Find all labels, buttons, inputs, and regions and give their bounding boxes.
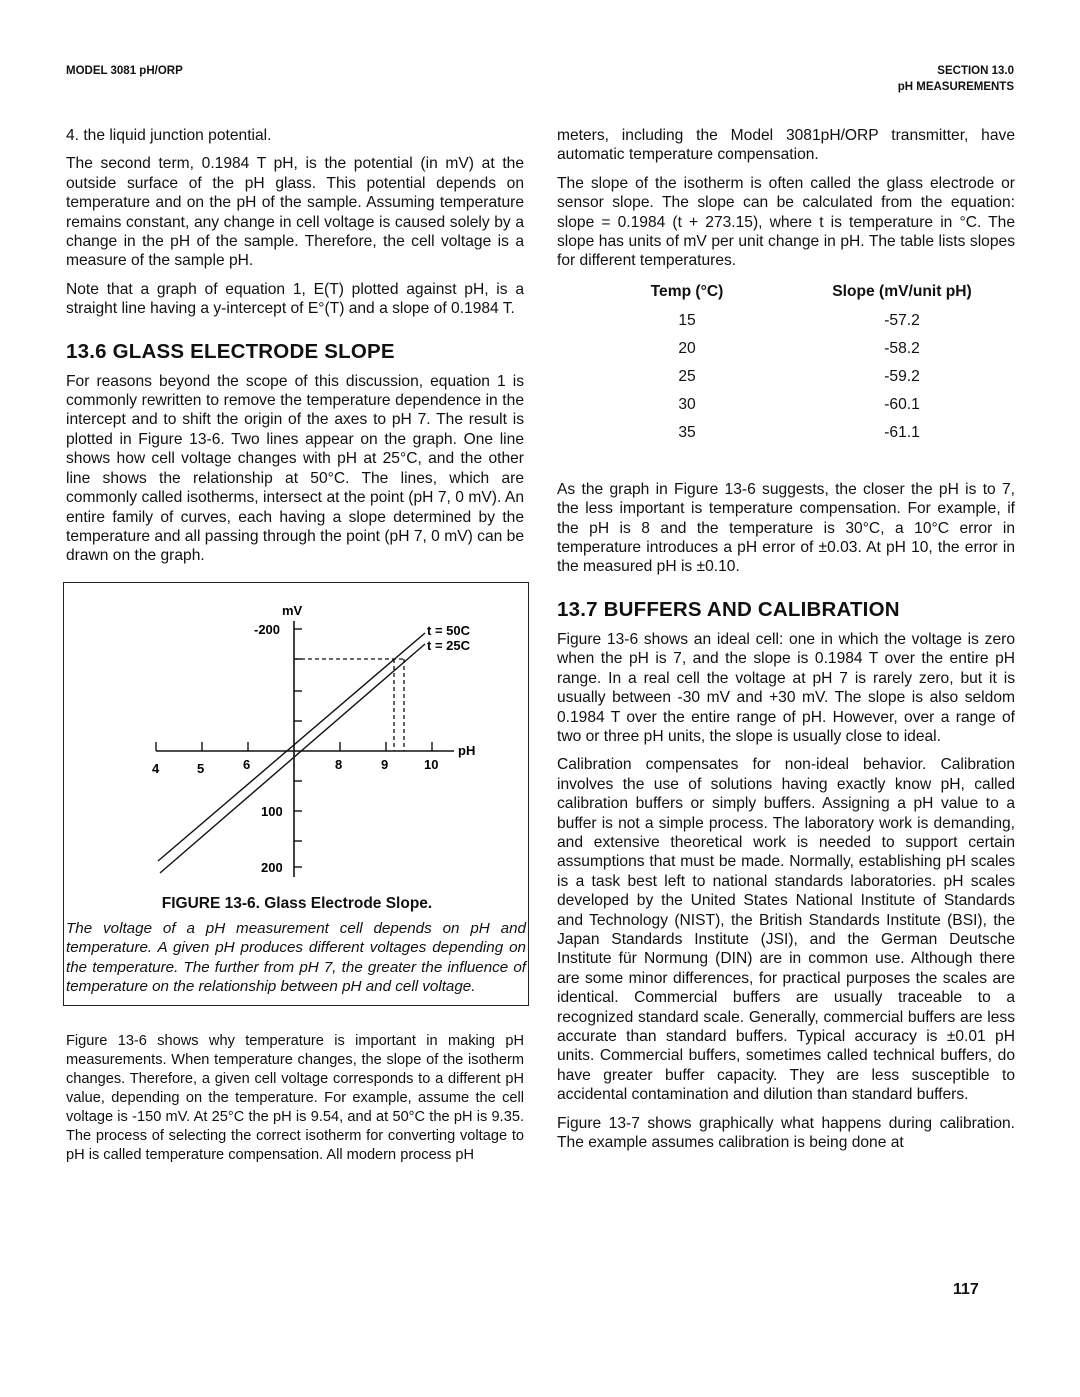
slope-table [612, 283, 982, 452]
paragraph-sensor-slope: The slope of the isotherm is often called the glass electrode or sensor slope. The slope can be calculated from the equation: slope = 0.1984 (t + 273.15), where t is temperature in °C. The slope has units of mV per unit change in pH. The table lists slopes for different temperatures. [557, 174, 1015, 270]
figure-13-6 [63, 582, 529, 1006]
right-column [557, 126, 1015, 1161]
slope-cell: -57.2 [884, 311, 920, 329]
temp-cell: 30 [678, 395, 696, 413]
paragraph-ph-error: As the graph in Figure 13-6 suggests, the closer the pH is to 7, the less important is temperature compensation. For example, if the pH is 8 and the temperature is 30°C, a 10°C error in temperature introduces a pH error of ±0.03. At pH 10, the error in the measured pH is ±0.10. [557, 480, 1015, 576]
temp-cell: 25 [678, 367, 696, 385]
figure-title: FIGURE 13-6. Glass Electrode Slope. [161, 894, 433, 912]
isotherm-25c-label: t = 25C [427, 637, 470, 653]
header-section-title: pH MEASUREMENTS [897, 81, 1014, 93]
glass-electrode-slope-graph [66, 591, 524, 891]
paragraph-ideal-cell: Figure 13-6 shows an ideal cell: one in which the voltage is zero when the pH is 7, and the slope is 0.1984 T over the entire pH range. In a real cell the voltage at pH 7 is rarely zero, but it is usually between -30 mV and +30 mV. The slope is also seldom 0.1984 T over the entire range of pH. However, over a range of two or three pH units, the slope is usually close to ideal. [557, 630, 1015, 745]
table-row [612, 368, 982, 396]
paragraph-temperature-compensation: Figure 13-6 shows why temperature is important in making pH measurements. When temperature changes, the slope of the isotherm changes. Therefore, a given cell voltage corresponds to a different pH value, depending on the temperature. For example, assume the cell voltage is -150 mV. At 25°C the pH is 9.54, and at 50°C the pH is 9.35. The process of selecting the correct isotherm for converting voltage to pH is called temperature compensation. All modern process pH [66, 1032, 524, 1163]
table-row [612, 340, 982, 368]
paragraph-figure-13-7: Figure 13-7 shows graphically what happens during calibration. The example assumes calibration is being done at [557, 1114, 1015, 1152]
x-tick-label: 10 [424, 756, 439, 772]
heading-buffers-calibration: 13.7 BUFFERS AND CALIBRATION [557, 597, 900, 621]
column-header-temp: Temp (°C) [650, 282, 724, 300]
x-tick-label: 8 [335, 756, 343, 772]
x-tick-label: 6 [243, 756, 251, 772]
header-section-number: SECTION 13.0 [937, 65, 1014, 77]
paragraph-automatic-compensation: meters, including the Model 3081pH/ORP transmitter, have automatic temperature compensation. [557, 127, 1015, 164]
header-model: MODEL 3081 pH/ORP [66, 65, 183, 77]
y-tick-label-top: -200 [254, 621, 281, 637]
x-tick-label: 4 [152, 760, 160, 776]
slope-cell: -59.2 [884, 367, 920, 385]
column-header-slope: Slope (mV/unit pH) [832, 282, 972, 300]
x-tick-label: 9 [381, 756, 389, 772]
left-column [66, 126, 524, 1174]
temp-cell: 20 [678, 339, 696, 357]
table-row [612, 424, 982, 452]
page-number: 117 [953, 1281, 979, 1298]
y-axis-label: mV [282, 602, 303, 618]
table-row [612, 312, 982, 340]
heading-glass-electrode-slope: 13.6 GLASS ELECTRODE SLOPE [66, 339, 395, 363]
list-item-4: 4. the liquid junction potential. [66, 127, 272, 144]
table-row [612, 396, 982, 424]
paragraph-calibration-buffers: Calibration compensates for non-ideal behavior. Calibration involves the use of solutions having exactly know pH, called calibration buffers or simply buffers. Assigning a pH value to a buffer is not a simple process. The laboratory work is demanding, and extensive theoretical work is needed to support certain assumptions that must be made. Normally, establishing pH scales is a task best left to national standards laboratories. pH scales developed by the United States National Institute of Standards and Technology (NIST), the British Standards Institute (BSI), the Japan Standards Institute (JSI), and the German Deutsche Institute für Normung (DIN) are in common use. Although there are some minor differences, for practical purposes the scales are identical. Commercial buffers are usually traceable to a recognized standard scale. Generally, commercial buffers are less accurate than standard buffers. Typical accuracy is ±0.01 pH units. Commercial buffers, sometimes called technical buffers, do have greater buffer capacity. They are less susceptible to accidental contamination and dilution than standard buffers. [557, 756, 1015, 1104]
temp-cell: 15 [678, 311, 696, 329]
figure-caption: The voltage of a pH measurement cell depends on pH and temperature. A given pH produces different voltages depending on the temperature. The further from pH 7, the greater the influence of temperature on the relationship between pH and cell voltage. [66, 919, 526, 996]
slope-cell: -58.2 [884, 339, 920, 357]
x-axis-label: pH [458, 742, 476, 758]
x-tick-label: 5 [197, 760, 205, 776]
slope-cell: -60.1 [884, 395, 920, 413]
y-tick-label-mid: 100 [261, 803, 283, 819]
isotherm-50c-label: t = 50C [427, 622, 470, 638]
paragraph-second-term: The second term, 0.1984 T pH, is the potential (in mV) at the outside surface of the pH glass. This potential depends on temperature and on the pH of the sample. Assuming temperature remains constant, any change in cell voltage is caused solely by a change in the pH of the sample. Therefore, the cell voltage is a measure of the sample pH. [66, 155, 524, 270]
temp-cell: 35 [678, 423, 696, 441]
y-tick-label-bottom: 200 [261, 859, 283, 875]
isotherm-50c-line [158, 633, 425, 861]
paragraph-graph-note: Note that a graph of equation 1, E(T) plotted against pH, is a straight line having a y-intercept of E°(T) and a slope of 0.1984 T. [66, 280, 524, 318]
paragraph-isotherms: For reasons beyond the scope of this discussion, equation 1 is commonly rewritten to remove the temperature dependence in the intercept and to shift the origin of the axes to pH 7. The result is plotted in Figure 13-6. Two lines appear on the graph. One line shows how cell voltage changes with pH at 25°C, and the other line shows the relationship at 50°C. The lines, which are commonly called isotherms, intersect at the point (pH 7, 0 mV). An entire family of curves, each having a slope determined by the temperature and all passing through the point (pH 7, 0 mV) can be drawn on the graph. [66, 372, 524, 565]
header-section [898, 63, 1014, 95]
slope-cell: -61.1 [884, 423, 920, 441]
